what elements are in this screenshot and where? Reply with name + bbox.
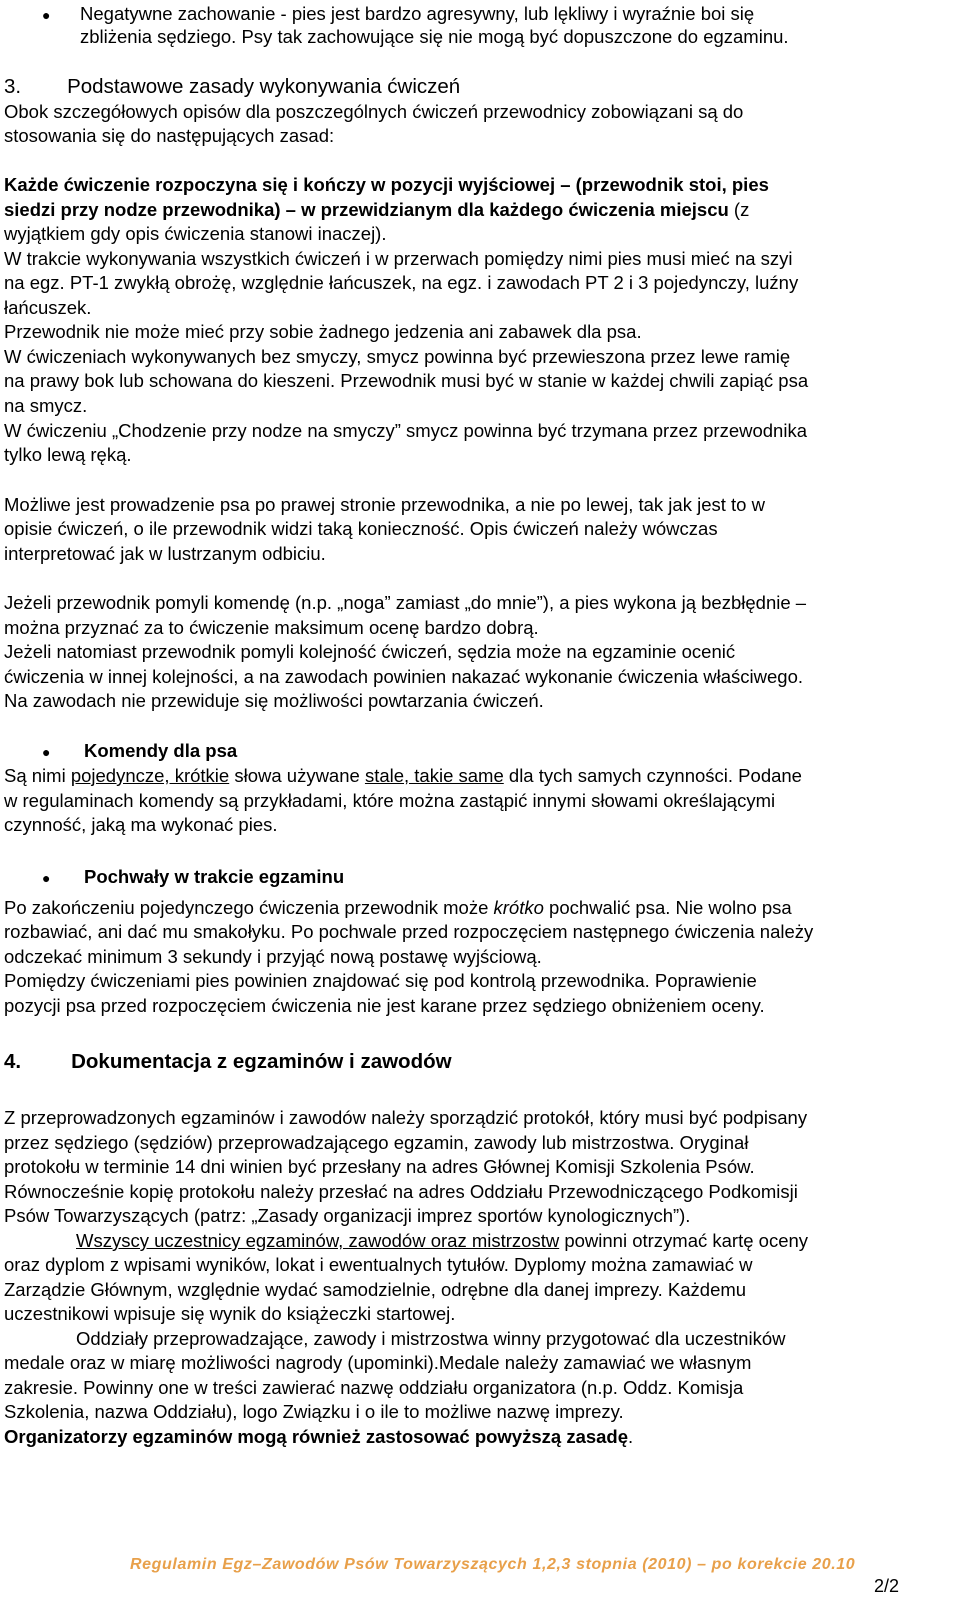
- section-4-heading: [4, 1050, 452, 1074]
- komendy-heading: Komendy dla psa: [84, 740, 238, 761]
- text-line: Każde ćwiczenie rozpoczyna się i kończy w pozycji wyjściowej – (przewodnik stoi, pies: [4, 174, 769, 195]
- text-line: stosowania się do następujących zasad:: [4, 125, 335, 146]
- text-line: Organizatorzy egzaminów mogą również zastosować powyższą zasadę.: [4, 1426, 634, 1447]
- text-line: opisie ćwiczeń, o ile przewodnik widzi taką konieczność. Opis ćwiczeń należy wówczas: [4, 518, 718, 539]
- text-line: Pomiędzy ćwiczeniami pies powinien znajdować się pod kontrolą przewodnika. Poprawienie: [4, 970, 757, 991]
- text-line: interpretować jak w lustrzanym odbiciu.: [4, 543, 326, 564]
- pochwaly-heading: Pochwały w trakcie egzaminu: [84, 866, 345, 887]
- text-line: na prawy bok lub schowana do kieszeni. Przewodnik musi być w stanie w każdej chwili zapiąć psa: [4, 370, 809, 391]
- text-line: Zarządzie Głównym, względnie wydać samodzielnie, odrębne dla danej imprezy. Każdemu: [4, 1279, 747, 1300]
- text-line: Jeżeli natomiast przewodnik pomyli kolejność ćwiczeń, sędzia może na egzaminie ocenić: [4, 641, 736, 662]
- text-line: oraz dyplom z wpisami wyników, lokat i ewentualnych tytułów. Dyplomy można zamawiać w: [4, 1254, 753, 1275]
- section-3-heading: [4, 75, 460, 99]
- text-line: Na zawodach nie przewiduje się możliwości powtarzania ćwiczeń.: [4, 690, 544, 711]
- text-line: zbliżenia sędziego. Psy tak zachowujące się nie mogą być dopuszczone do egzaminu.: [80, 26, 789, 47]
- section-number: 4.: [4, 1050, 22, 1073]
- text-line: wyjątkiem gdy opis ćwiczenia stanowi inaczej).: [4, 223, 387, 244]
- text-line: na egz. PT-1 zwykłą obrożę, względnie łańcuszek, na egz. i zawodach PT 2 i 3 pojedynczy, luźny: [4, 272, 799, 293]
- text-line: Możliwe jest prowadzenie psa po prawej stronie przewodnika, a nie po lewej, tak jak jest to w: [4, 494, 765, 515]
- text-line: siedzi przy nodze przewodnika) – w przewidzianym dla każdego ćwiczenia miejscu (z: [4, 199, 750, 220]
- text-line: w regulaminach komendy są przykładami, które można zastąpić innymi słowami określającymi: [4, 790, 776, 811]
- section-title: Dokumentacja z egzaminów i zawodów: [71, 1050, 452, 1073]
- text-line: medale oraz w miarę możliwości nagrody (upominki).Medale należy zamawiać we własnym: [4, 1352, 752, 1373]
- text-line: Wszyscy uczestnicy egzaminów, zawodów oraz mistrzostw powinni otrzymać kartę oceny: [76, 1230, 809, 1251]
- text-line: W trakcie wykonywania wszystkich ćwiczeń i w przerwach pomiędzy nimi pies musi mieć na szyi: [4, 248, 793, 269]
- text-line: protokołu w terminie 14 dni winien być przesłany na adres Głównej Komisji Szkolenia Psów.: [4, 1156, 755, 1177]
- text-line: Psów Towarzyszących (patrz: „Zasady organizacji imprez sportów kynologicznych”).: [4, 1205, 691, 1226]
- bullet-icon: ●: [42, 870, 51, 886]
- text-line: Równocześnie kopię protokołu należy przesłać na adres Oddziału Przewodniczącego Podkomisji: [4, 1181, 798, 1202]
- text-line: odczekać minimum 3 sekundy i przyjąć nową postawę wyjściową.: [4, 946, 542, 967]
- text-line: przez sędziego (sędziów) przeprowadzającego egzamin, zawody lub mistrzostwa. Oryginał: [4, 1132, 749, 1153]
- text-line: tylko lewą ręką.: [4, 444, 132, 465]
- section-number: 3.: [4, 75, 22, 98]
- page-number: 2/2: [874, 1576, 900, 1596]
- text-line: Z przeprowadzonych egzaminów i zawodów należy sporządzić protokół, który musi być podpisany: [4, 1107, 808, 1128]
- text-line: czynność, jaką ma wykonać pies.: [4, 814, 278, 835]
- text-line: łańcuszek.: [4, 297, 92, 318]
- text-line: Są nimi pojedyncze, krótkie słowa używane stale, takie same dla tych samych czynności. Podane: [4, 765, 802, 786]
- bullet-icon: ●: [42, 744, 51, 760]
- page-footer: Regulamin Egz–Zawodów Psów Towarzyszących 1,2,3 stopnia (2010) – po korekcie 20.10: [130, 1556, 856, 1573]
- section-title: Podstawowe zasady wykonywania ćwiczeń: [67, 75, 461, 98]
- text-line: na smycz.: [4, 395, 88, 416]
- bullet-icon: ●: [42, 7, 51, 23]
- text-line: Negatywne zachowanie - pies jest bardzo agresywny, lub lękliwy i wyraźnie boi się: [80, 3, 755, 24]
- text-line: uczestnikowi wpisuje się wynik do książeczki startowej.: [4, 1303, 456, 1324]
- text-line: Po zakończeniu pojedynczego ćwiczenia przewodnik może krótko pochwalić psa. Nie wolno psa: [4, 897, 792, 918]
- text-line: Oddziały przeprowadzające, zawody i mistrzostwa winny przygotować dla uczestników: [76, 1328, 786, 1349]
- text-line: Jeżeli przewodnik pomyli komendę (n.p. „noga” zamiast „do mnie”), a pies wykona ją bezbłędnie –: [4, 592, 807, 613]
- text-line: można przyznać za to ćwiczenie maksimum ocenę bardzo dobrą.: [4, 617, 539, 638]
- text-line: Przewodnik nie może mieć przy sobie żadnego jedzenia ani zabawek dla psa.: [4, 321, 642, 342]
- text-line: zakresie. Powinny one w treści zawierać nazwę oddziału organizatora (n.p. Oddz. Komisja: [4, 1377, 744, 1398]
- text-line: pozycji psa przed rozpoczęciem ćwiczenia nie jest karane przez sędziego obniżeniem oceny.: [4, 995, 765, 1016]
- text-line: Szkolenia, nazwa Oddziału), logo Związku i o ile to możliwe nazwę imprezy.: [4, 1401, 624, 1422]
- text-line: rozbawiać, ani dać mu smakołyku. Po pochwale przed rozpoczęciem następnego ćwiczenia należy: [4, 921, 814, 942]
- text-line: Obok szczegółowych opisów dla poszczególnych ćwiczeń przewodnicy zobowiązani są do: [4, 101, 744, 122]
- text-line: ćwiczenia w innej kolejności, a na zawodach powinien nakazać wykonanie ćwiczenia właściwego.: [4, 666, 804, 687]
- text-line: W ćwiczeniu „Chodzenie przy nodze na smyczy” smycz powinna być trzymana przez przewodnika: [4, 420, 807, 441]
- text-line: W ćwiczeniach wykonywanych bez smyczy, smycz powinna być przewieszona przez lewe ramię: [4, 346, 791, 367]
